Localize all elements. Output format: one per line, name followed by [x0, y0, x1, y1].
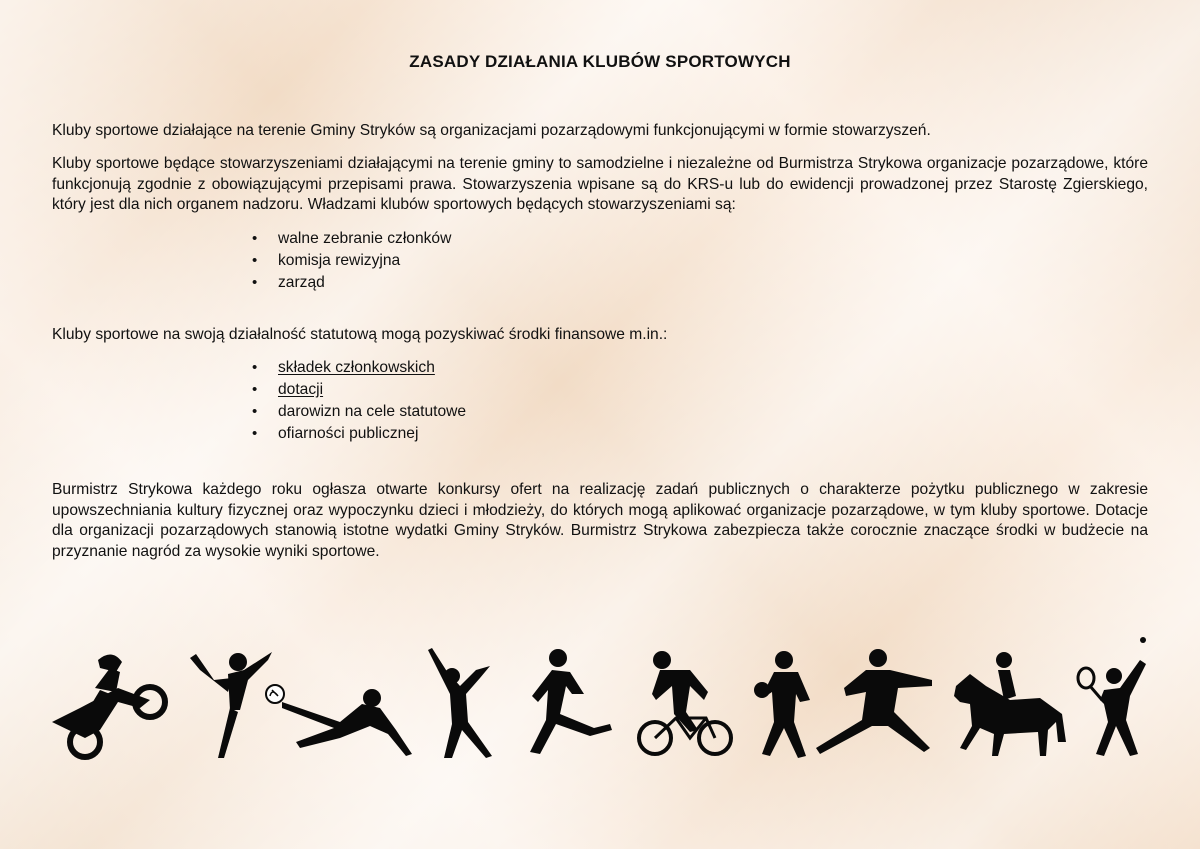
motocross-icon	[52, 654, 165, 757]
runner-icon	[530, 649, 612, 754]
page-title: ZASADY DZIAŁANIA KLUBÓW SPORTOWYCH	[409, 52, 791, 71]
aerobics-icon	[428, 648, 492, 758]
list-item-dotacje[interactable]	[252, 379, 466, 401]
karate-icon	[816, 649, 932, 754]
gymnast-icon	[190, 652, 272, 758]
basketball-player-icon	[754, 651, 810, 758]
list-item: • ofiarności publicznej	[252, 423, 466, 445]
list-item: • komisja rewizyjna	[252, 250, 451, 272]
soccer-player-icon	[266, 685, 412, 756]
funding-intro-paragraph: Kluby sportowe na swoją działalność statutową mogą pozyskiwać środki finansowe m.in.:	[52, 326, 668, 343]
list-item: • walne zebranie członków	[252, 228, 451, 250]
authorities-list	[252, 228, 451, 294]
horse-rider-icon	[954, 652, 1066, 756]
list-item: • zarząd	[252, 272, 451, 294]
list-item: • darowizn na cele statutowe	[252, 401, 466, 423]
intro-paragraph: Kluby sportowe działające na terenie Gminy Stryków są organizacjami pozarządowymi funkcjonującymi w formie stowarzyszeń.	[52, 122, 931, 139]
tennis-player-icon	[1078, 637, 1146, 756]
dotacje-link[interactable]: dotacji	[278, 381, 324, 398]
sports-silhouettes-banner	[0, 630, 1200, 770]
list-item-skladki[interactable]	[252, 357, 466, 379]
skladki-link[interactable]: składek członkowskich	[278, 359, 435, 376]
cyclist-icon	[639, 651, 731, 754]
clubs-description-paragraph: Kluby sportowe będące stowarzyszeniami działającymi na terenie gminy to samodzielne i niezależne od Burmistrza Strykowa organizacje pozarządowe, które funkcjonują zgodnie z obowiązującymi przepisami prawa. Stowarzyszenia wpisane są do KRS-u lub do ewidencji prowadzonej przez Starostę Zgierskiego, który jest dla nich organem nadzoru. Władzami klubów sportowych będących stowarzyszeniami są:	[52, 155, 1148, 214]
grants-paragraph: Burmistrz Strykowa każdego roku ogłasza otwarte konkursy ofert na realizację zadań publicznych o charakterze pożytku publicznego w zakresie upowszechniania kultury fizycznej oraz wypoczynku dzieci i młodzieży, do których mogą aplikować organizacje pozarządowe, w tym kluby sportowe. Dotacje dla organizacji pozarządowych stanowią istotne wydatki Gminy Stryków. Burmistrz Strykowa zabezpiecza także corocznie znaczące środki w budżecie na przyznanie nagród za wysokie wyniki sportowe.	[52, 481, 1148, 560]
funding-list	[252, 357, 466, 445]
